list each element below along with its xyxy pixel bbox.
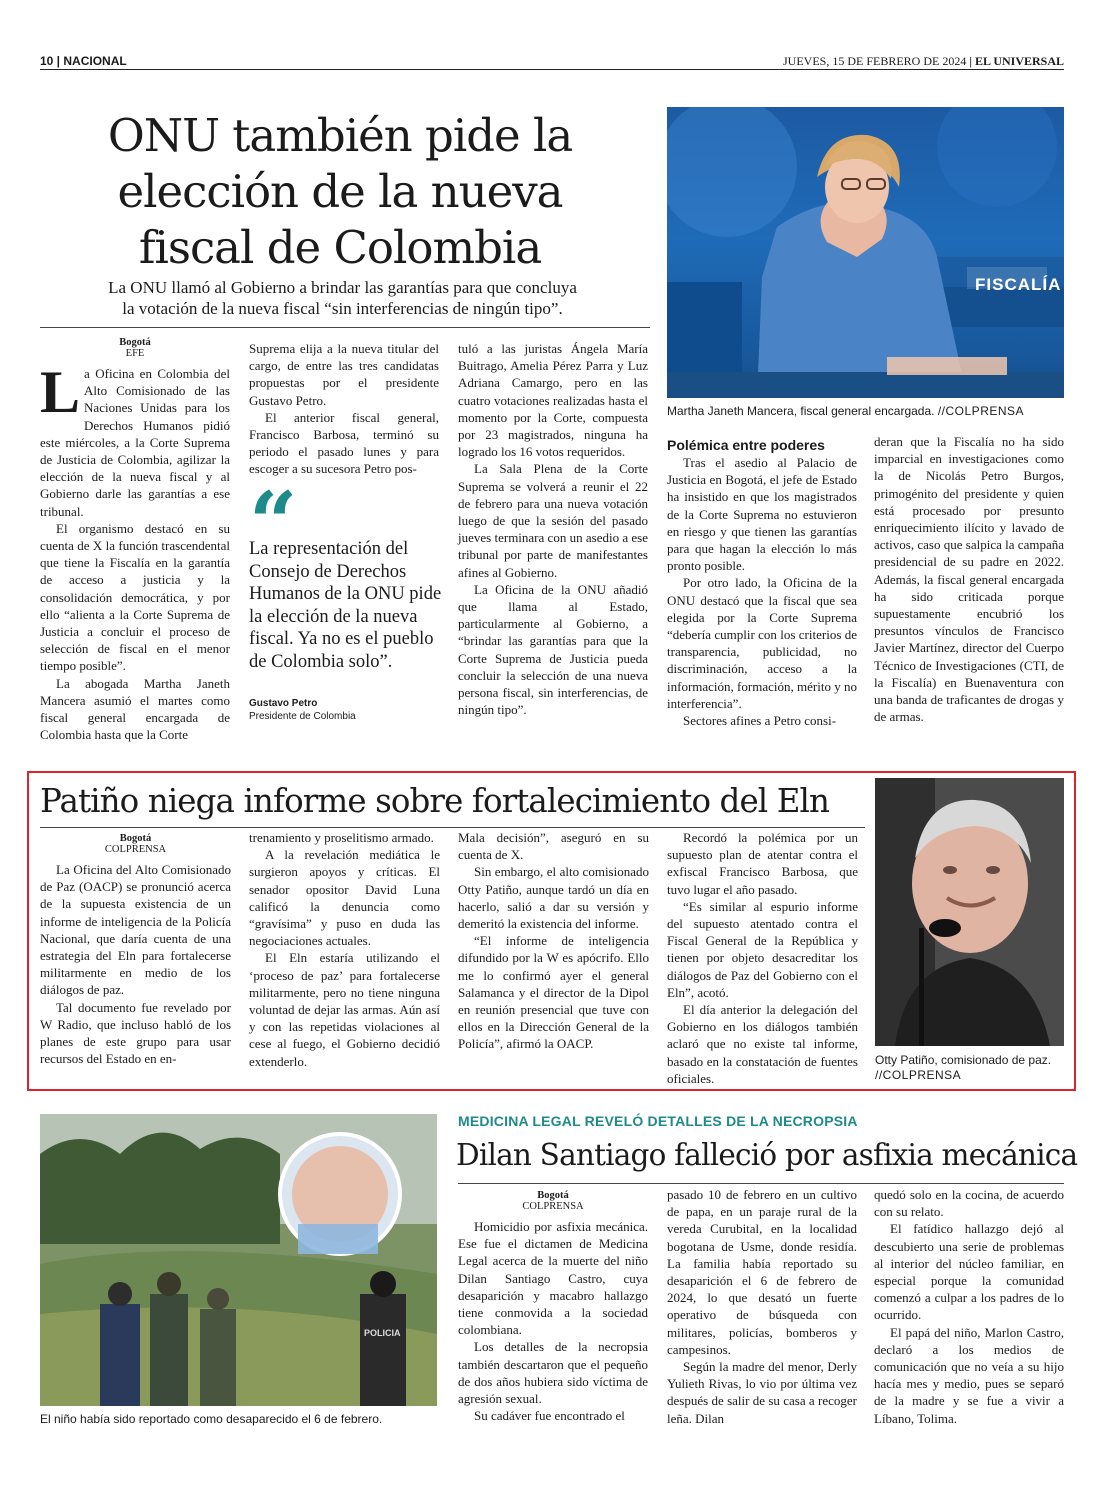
column <box>874 433 1064 725</box>
photo-illustration <box>667 107 1064 398</box>
dateline-place: Bogotá <box>119 337 151 348</box>
photo-credit: //COLPRENSA <box>937 404 1025 418</box>
paragraph: Sectores afines a Petro consi- <box>683 713 837 729</box>
photo-credit: //COLPRENSA <box>875 1068 962 1082</box>
paragraph: Por otro lado, la Oficina de la ONU destacó que la fiscal que sea elegida por la Corte Suprema “debería cumplir con los criterios de transparencia, publicidad, no discriminación, acceso a la información, formación, mérito y no interferencia”. <box>667 575 857 711</box>
dateline <box>458 1190 648 1212</box>
headline-dilan: Dilan Santiago falleció por asfixia mecánica <box>456 1138 1078 1172</box>
deck-line: La ONU llamó al Gobierno a brindar las garantías para que concluya <box>108 278 577 297</box>
photo-otty-patino <box>875 778 1064 1046</box>
dateline-place: Bogotá <box>537 1190 569 1201</box>
paragraph: El Eln estaría utilizando el ‘proceso de paz’ para fortalecerse militarmente, pero no tiene ninguna voluntad de dejar las armas. Aún así y con las repetidas violaciones al cese al fuego, el Gobierno decidió extenderlo. <box>249 950 440 1069</box>
deck-line: la votación de la nueva fiscal “sin interferencias de ningún tipo”. <box>122 299 563 318</box>
paragraph: “Es similar al espurio informe del supuesto atentado contra el Fiscal General de la República y tienen por objeto desacreditar los diálogos de Paz del Gobierno con el Eln”, acotó. <box>667 898 858 1000</box>
paragraph: Su cadáver fue encontrado el <box>474 1408 625 1424</box>
fiscalia-sign: FISCALÍA <box>975 275 1062 294</box>
photo-caption <box>875 1053 1065 1083</box>
paragraph: La Oficina de la ONU añadió que llama al Estado, particularmente al Gobierno, a “brindar las garantías para que la Corte Suprema de Justicia pueda concluir la selección de una nueva persona fiscal, sin interferencias, de ningún tipo”. <box>458 581 648 718</box>
section-label: 10 | NACIONAL <box>40 54 127 68</box>
dateline <box>40 337 230 359</box>
quote-text: La representación del Consejo de Derechos Humanos de la ONU pide la elección de la nueva fiscal. Ya no es el pueblo de Colombia solo”. <box>249 539 442 672</box>
headline-patino: Patiño niega informe sobre fortalecimiento del Eln <box>40 782 830 820</box>
paragraph: Homicidio por asfixia mecánica. Ese fue el dictamen de Medicina Legal acerca de la muerte del niño Dilan Santiago Castro, cuya desaparición y macabro hallazgo tiene conmovida a la sociedad colombiana. <box>458 1219 648 1338</box>
paragraph: Sin embargo, el alto comisionado Otty Patiño, aunque tardó un día en hacerlo, salió a dar su versión y demeritó la existencia del informe. <box>458 864 649 932</box>
paragraph: trenamiento y proselitismo armado. <box>249 830 434 845</box>
dateline-agency: EFE <box>125 348 145 359</box>
photo-caption <box>667 404 1064 419</box>
quote-role: Presidente de Colombia <box>249 710 356 722</box>
paragraph: quedó solo en la cocina, de acuerdo con su relato. <box>874 1187 1064 1220</box>
deck-onu <box>40 277 645 319</box>
drop-cap: L <box>40 359 81 425</box>
dateline-place: Bogotá <box>119 833 152 844</box>
paragraph-text: a Oficina en Colombia del Alto Comisionado de las Naciones Unidas para los Derechos Humanos pidió este miércoles, a la Corte Suprema de Justicia de Colombia, agilizar la elección de la nueva fiscal y al Gobierno darle las garantías a ese tribunal. <box>40 366 230 519</box>
dateline <box>40 833 231 855</box>
caption-text: Otty Patiño, comisionado de paz. <box>875 1053 1052 1067</box>
headline-onu <box>40 108 640 276</box>
column <box>458 1190 648 1424</box>
photo-search-operation <box>40 1114 437 1406</box>
pull-quote <box>249 488 444 722</box>
caption-text: Martha Janeth Mancera, fiscal general encargada. <box>667 404 935 418</box>
paragraph: Tal documento fue revelado por W Radio, que incluso habló de los planes de este grupo para usar recursos del Estado en en- <box>40 999 231 1067</box>
quote-mark-icon <box>249 488 444 536</box>
dateline-agency: COLPRENSA <box>104 844 167 855</box>
headline-line: ONU también pide la <box>107 109 573 162</box>
column <box>458 829 649 1053</box>
column <box>249 829 440 1070</box>
photo-martha-mancera <box>667 107 1064 398</box>
photo-illustration <box>875 778 1064 1046</box>
paragraph: El papá del niño, Marlon Castro, declaró a los medios de comunicación que no veía a su hijo hacía mes y medio, pues se separó de la madre y se fue a vivir a Líbano, Tolima. <box>874 1324 1064 1426</box>
column <box>458 340 648 718</box>
headline-line: elección de la nueva <box>117 165 563 218</box>
paragraph <box>40 359 230 520</box>
paragraph: deran que la Fiscalía no ha sido imparcial en investigaciones como la de Nicolás Petro Burgos, primogénito del presidente y quien está procesado por presunto enriquecimiento ilícito y lavado de activos, caso que salpica la campaña presidencial de su padre en 2022. Además, la fiscal general encargada ha sido criticada porque supuestamente encubrió los presuntos vínculos de Francisco Javier Martínez, director del Cuerpo Técnico de Investigaciones (CTI, de la Fiscalía) en Buenaventura con una banda de traficantes de drogas y de armas. <box>874 434 1064 725</box>
paragraph: pasado 10 de febrero en un cultivo de papa, en un paraje rural de la vereda Curubital, en la localidad bogotana de Usme, donde residía. La familia había reportado su desaparición el 6 de febrero de 2024, lo que desató un fuerte operativo de búsqueda con militares, policías, bomberos y campesinos. <box>667 1187 857 1357</box>
article-dilan-santiago <box>0 1100 1104 1502</box>
paragraph: El anterior fiscal general, Francisco Barbosa, terminó su periodo el pasado lunes y para escoger a su sucesora Petro pos- <box>249 409 439 477</box>
paragraph: Suprema elija a la nueva titular del cargo, de entre las tres candidatas propuestas por el presidente Gustavo Petro. <box>249 341 439 408</box>
rule <box>40 827 865 828</box>
paragraph: Tras el asedio al Palacio de Justicia en Bogotá, el jefe de Estado ha insistido en que los magistrados de la Corte Suprema no estuvieron en riesgo y que tienen las garantías para que hagan la elección lo más pronto posible. <box>667 455 857 574</box>
dateline-agency: COLPRENSA <box>522 1201 584 1212</box>
subheading: Polémica entre poderes <box>667 437 825 453</box>
quote-author: Gustavo Petro <box>249 697 318 709</box>
vest-label: POLICIA <box>364 1328 401 1338</box>
rule <box>458 1183 1064 1184</box>
photo-caption: El niño había sido reportado como desaparecido el 6 de febrero. <box>40 1412 383 1426</box>
column <box>40 337 230 743</box>
column <box>874 1186 1064 1427</box>
column <box>40 833 231 1067</box>
photo-illustration <box>40 1114 437 1406</box>
article-patino-eln <box>27 771 1076 1091</box>
newspaper-name: | EL UNIVERSAL <box>969 54 1064 68</box>
issue-date: JUEVES, 15 DE FEBRERO DE 2024 <box>782 54 967 68</box>
paragraph: La Oficina del Alto Comisionado de Paz (OACP) se pronunció acerca de la supuesta existencia de un informe de inteligencia de la Policía Nacional, que daría cuenta de una estrategia del Eln para fortalecerse militarmente en medio de los diálogos de paz. <box>40 862 231 998</box>
column <box>667 436 857 729</box>
paragraph: “El informe de inteligencia difundido por la W es apócrifo. Ello me lo confirmó ayer el general Salamanca y el director de la Dipol en reunión presencial que tuve con ellos en la Dirección General de la Policía”, afirmó la OACP. <box>458 933 649 1052</box>
column <box>249 340 439 478</box>
headline-line: fiscal de Colombia <box>138 221 542 274</box>
column <box>667 829 858 1087</box>
paragraph: El organismo destacó en su cuenta de X la función trascendental que tiene la Fiscalía en la garantía de acceso a justicia y la consolidación democrática, y por ello “alienta a la Corte Suprema de Justicia a concluir el proceso de selección de fiscal en el menor tiempo posible”. <box>40 520 230 674</box>
paragraph: Mala decisión”, aseguró en su cuenta de X. <box>458 830 649 863</box>
paragraph: A la revelación mediática le surgieron apoyos y críticas. El senador opositor David Luna calificó la denuncia como “gravísima” y puso en duda las negociaciones actuales. <box>249 847 440 949</box>
paragraph: Según la madre del menor, Derly Yulieth Rivas, lo vio por última vez después de salir de su casa a recoger leña. Dilan <box>667 1359 857 1426</box>
paragraph: tuló a las juristas Ángela María Buitrago, Amelia Pérez Parra y Luz Adriana Camargo, pero en las cuatro votaciones realizadas hasta el momento por la Corte, compuesta por 23 magistrados, ninguna ha logrado los 16 votos requeridos. <box>458 341 648 460</box>
paragraph: Recordó la polémica por un supuesto plan de atentar contra el exfiscal Francisco Barbosa, que tuvo lugar el año pasado. <box>667 830 858 897</box>
paragraph: Los detalles de la necropsia también descartaron que el pequeño de dos años hubiera sido víctima de agresión sexual. <box>458 1339 648 1407</box>
paragraph: El fatídico hallazgo dejó al descubierto una serie de problemas al interior del núcleo familiar, en especial porque la comunidad comenzó a culpar a los padres de lo ocurrido. <box>874 1221 1064 1323</box>
kicker: MEDICINA LEGAL REVELÓ DETALLES DE LA NECROPSIA <box>458 1113 858 1129</box>
paragraph: El día anterior la delegación del Gobierno en los diálogos también aclaró que no existe tal informe, basado en la constatación de fuentes oficiales. <box>667 1002 858 1086</box>
paragraph: La Sala Plena de la Corte Suprema se volverá a reunir el 22 de febrero para una nueva votación luego de que la sesión del pasado jueves terminara con un asedio a ese tribunal por parte de manifestantes afines al Gobierno. <box>458 461 648 580</box>
paragraph: La abogada Martha Janeth Mancera asumió el martes como fiscal general encargada de Colombia hasta que la Corte <box>40 675 230 743</box>
column <box>667 1186 857 1427</box>
rule <box>40 327 650 328</box>
